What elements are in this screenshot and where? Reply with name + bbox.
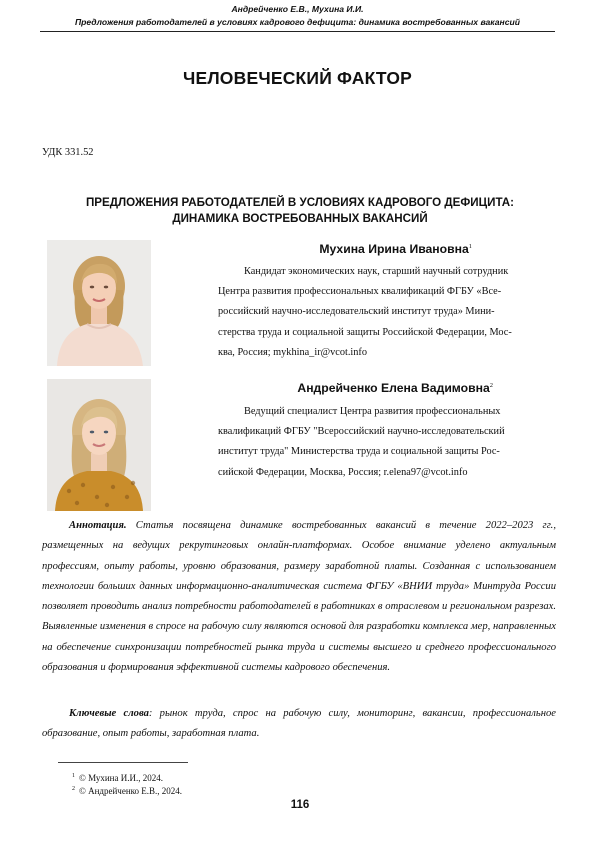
footnote-mark-2: 2 <box>489 381 493 389</box>
annotation-label: Аннотация. <box>69 520 127 531</box>
author-info-line: российский научно-исследовательский институт труда» Мини- <box>218 306 495 318</box>
author-info-line: стерства труда и социальной защиты Российской Федерации, Мос- <box>218 326 512 338</box>
author-name-andreichenko: Андрейченко Елена Вадимовна$^2$ <box>297 381 493 395</box>
footnote-mark-1: 1 <box>468 242 472 250</box>
footnote-rule <box>58 762 188 763</box>
running-header-title: Предложения работодателей в условиях кадрового дефицита: динамика востребованных вакансий <box>74 17 521 27</box>
author-info-andreichenko <box>218 402 558 483</box>
article-title-line-1: ПРЕДЛОЖЕНИЯ РАБОТОДАТЕЛЕЙ В УСЛОВИЯХ КАДРОВОГО ДЕФИЦИТА: <box>85 196 515 209</box>
author-info-line: Ведущий специалист Центра развития профессиональных <box>244 406 501 417</box>
author-info-line: сийской Федерации, Москва, Россия; r.elena97@vcot.info <box>218 466 468 478</box>
section-title: ЧЕЛОВЕЧЕСКИЙ ФАКТОР <box>182 68 413 88</box>
author-info-line: квалификаций ФГБУ "Всероссийский научно-исследовательский <box>218 426 505 438</box>
article-title-line-2: ДИНАМИКА ВОСТРЕБОВАННЫХ ВАКАНСИЙ <box>172 212 428 225</box>
author-info-line: Кандидат экономических наук, старший научный сотрудник <box>244 266 509 277</box>
footnote-1 <box>72 773 163 783</box>
annotation-text: Статья посвящена динамике востребованных вакансий в течение 2022–2023 гг., размещенных на ведущих рекрутинговых онлайн-платформах. Особое внимание уделено актуальным профессиям, опыту работы, уровню образования, размеру заработной платы. Созданная с использованием технологии больших данных информационно-аналитическая система ФГБУ «ВНИИ труда» Минтруда России позволяет проводить анализ потребности работодателей в работниках в отраслевом и региональном разрезах. Выявленные изменения в спросе на рабочую силу являются основой для разработки комплекса мер, направленных на обеспечение синхронизации потребностей рынка труда и системы высшего и среднего профессионального образования и формирования эффективной системы кадрового обеспечения. <box>42 520 556 674</box>
page-number: 116 <box>290 799 310 811</box>
author-info-line: ква, Россия; mykhina_ir@vcot.info <box>218 346 367 358</box>
author-photo-andreichenko <box>47 379 151 511</box>
footnote-2 <box>72 786 182 796</box>
footnote-1-mark: 1 <box>72 773 75 779</box>
header-rule <box>40 31 555 32</box>
udk-code: УДК 331.52 <box>42 147 94 158</box>
author-info-mukhina <box>218 262 558 363</box>
footnote-1-text: © Мухина И.И., 2024. <box>79 773 163 783</box>
running-header-authors: Андрейченко Е.В., Мухина И.И. <box>231 4 364 14</box>
author-info-line: Центра развития профессиональных квалификаций ФГБУ «Все- <box>218 286 502 298</box>
keywords-label: Ключевые слова <box>69 708 149 719</box>
footnote-2-text: © Андрейченко Е.В., 2024. <box>79 786 183 796</box>
author-photo-mukhina <box>47 240 151 366</box>
author-name-mukhina: Мухина Ирина Ивановна$^1$ <box>319 242 472 256</box>
author-info-line: институт труда" Министерства труда и социальной защиты Рос- <box>218 446 500 458</box>
footnote-2-mark: 2 <box>72 786 75 792</box>
annotation <box>42 516 556 678</box>
article-title <box>40 195 560 227</box>
keywords-text: : рынок труда, спрос на рабочую силу, мониторинг, вакансии, профессиональное образование, опыт работы, заработная плата. <box>42 708 556 740</box>
keywords <box>42 704 556 745</box>
